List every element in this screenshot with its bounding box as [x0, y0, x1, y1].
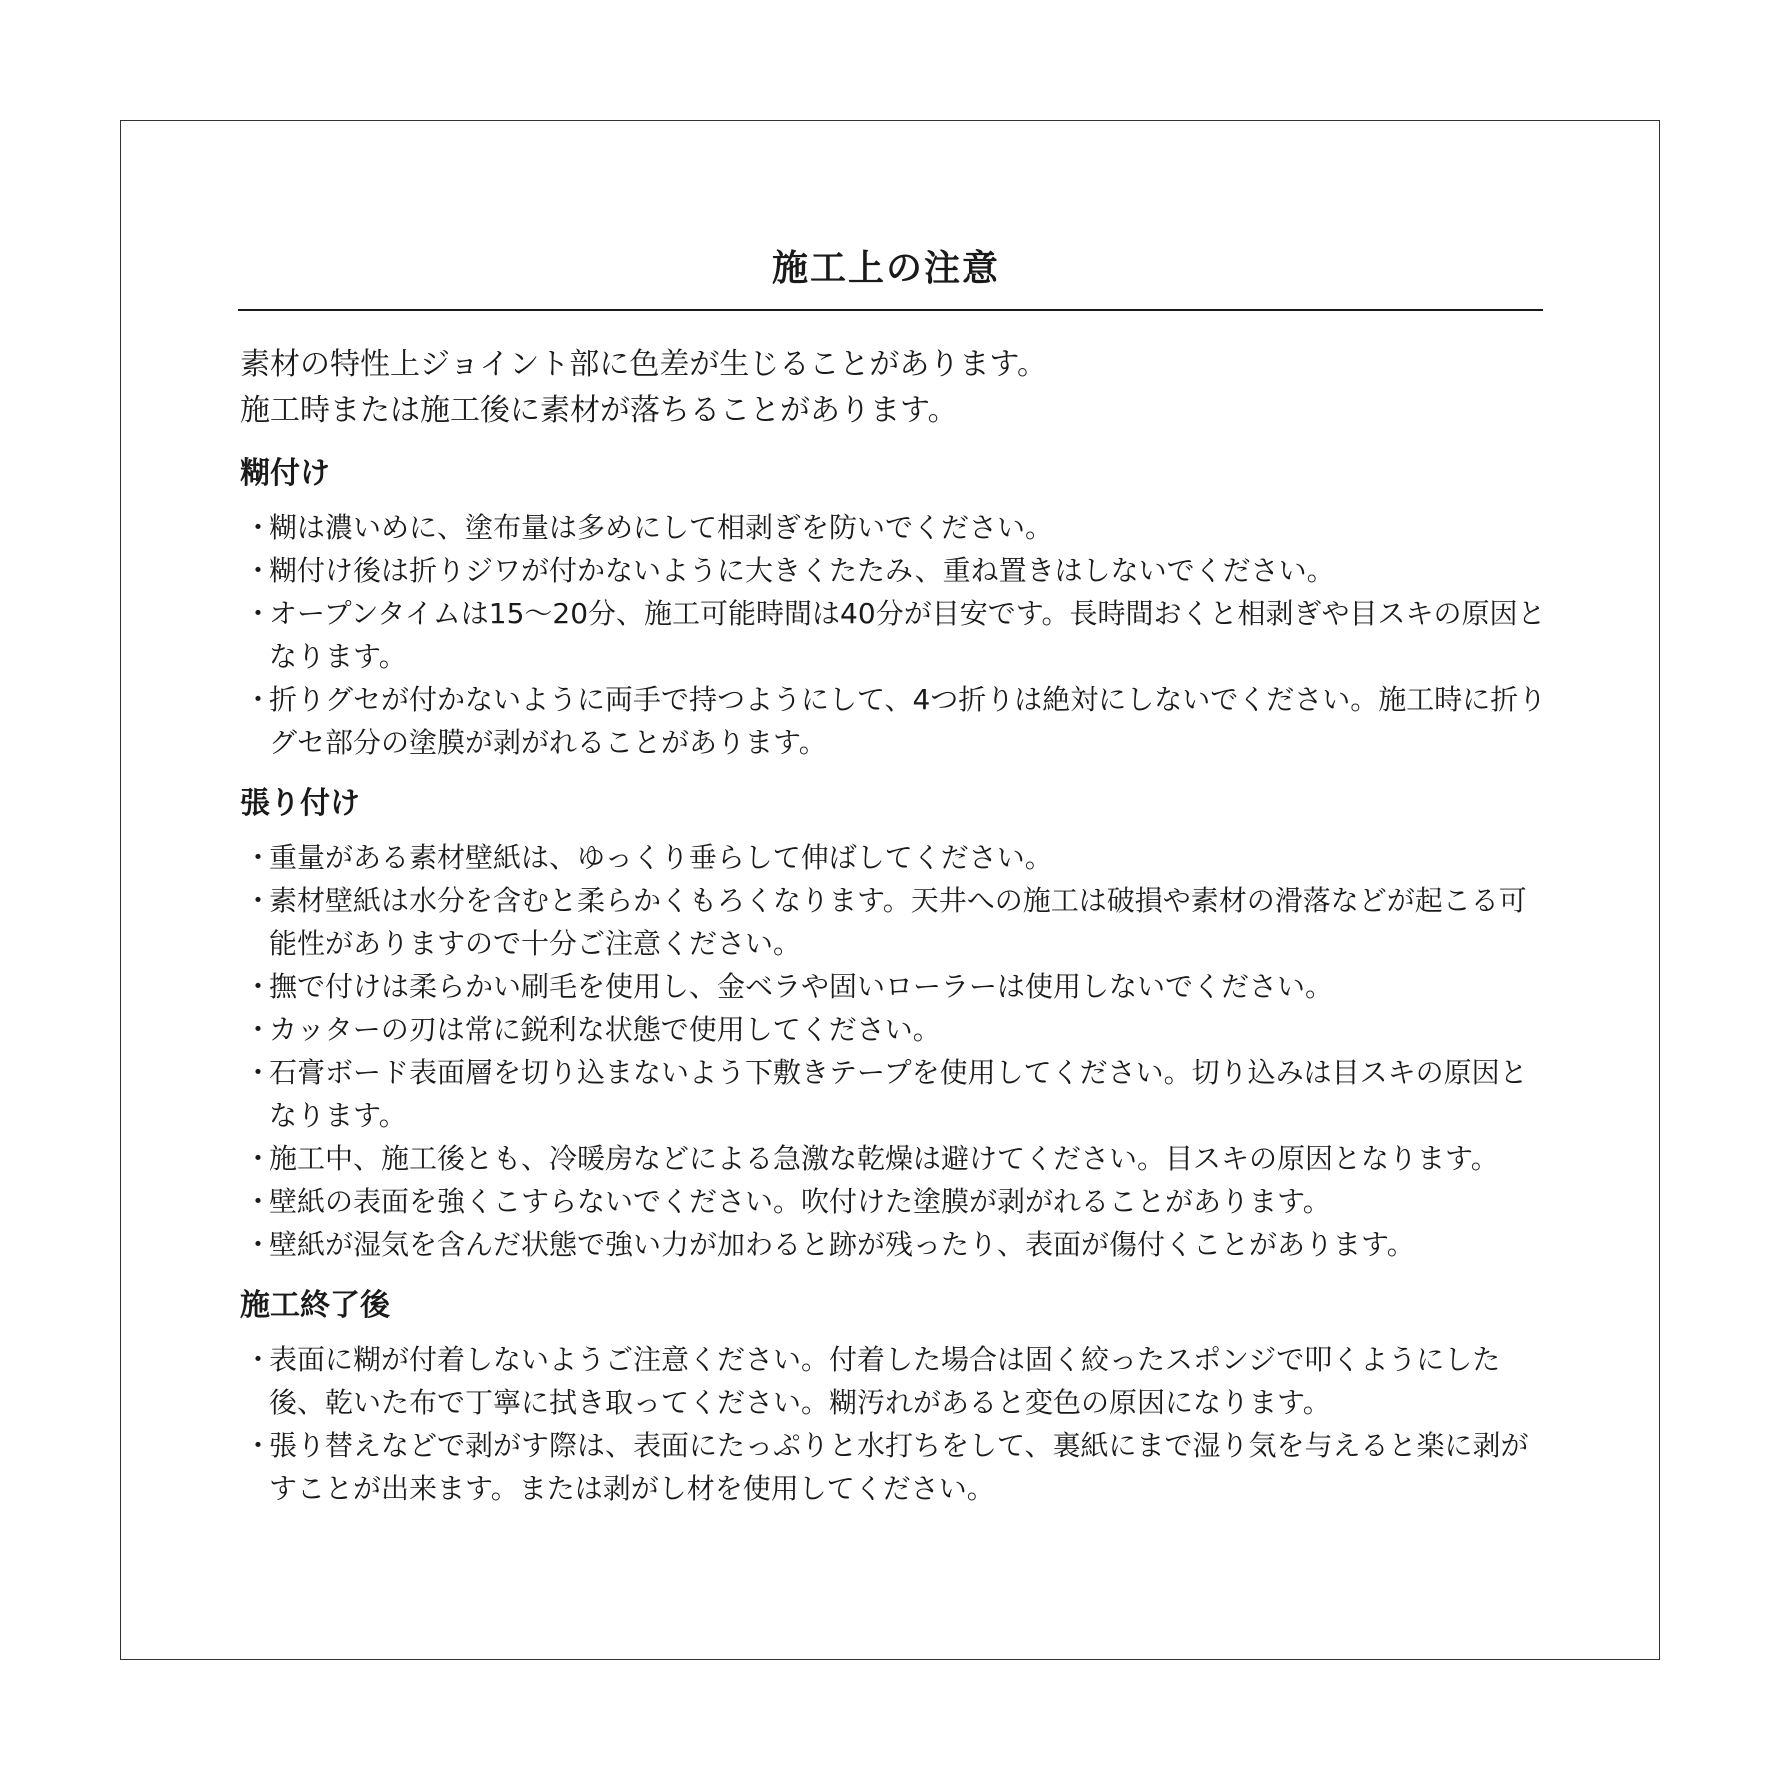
bullet-icon: ・ [244, 1142, 273, 1175]
list-item [240, 1180, 1550, 1223]
list-item-text: 撫で付けは柔らかい刷毛を使用し、金ベラや固いローラーは使用しないでください。 [269, 970, 1334, 1003]
section-hanging [240, 784, 1550, 1266]
list-item-text: 施工中、施工後とも、冷暖房などによる急激な乾燥は避けてください。目スキの原因となります。 [269, 1142, 1499, 1175]
section-heading: 張り付け [240, 786, 360, 821]
list-item-text: 壁紙が湿気を含んだ状態で強い力が加わると跡が残ったり、表面が傷付くことがあります。 [269, 1228, 1415, 1261]
bullet-icon: ・ [244, 884, 273, 917]
list-item [240, 592, 1550, 678]
list-item-text: カッターの刃は常に鋭利な状態で使用してください。 [269, 1013, 941, 1046]
section-pasting [240, 454, 1550, 764]
list-item-text: 重量がある素材壁紙は、ゆっくり垂らして伸ばしてください。 [269, 841, 1053, 874]
bullet-icon: ・ [244, 1228, 273, 1261]
list-item-text: 表面に糊が付着しないようご注意ください。付着した場合は固く絞ったスポンジで叩くようにした後、乾いた布で丁寧に拭き取ってください。糊汚れがあると変色の原因になります。 [269, 1343, 1501, 1419]
bullet-icon: ・ [244, 511, 273, 544]
list-item-text: 折りグセが付かないように両手で持つようにして、4つ折りは絶対にしないでください。施工時に折りグセ部分の塗膜が剥がれることがあります。 [269, 683, 1547, 759]
bullet-icon: ・ [244, 683, 273, 716]
notice-list [240, 836, 1550, 1266]
bullet-icon: ・ [244, 1185, 273, 1218]
bullet-icon: ・ [244, 1429, 273, 1462]
list-item-text: 素材壁紙は水分を含むと柔らかくもろくなります。天井への施工は破損や素材の滑落などが起こる可能性がありますので十分ご注意ください。 [269, 884, 1527, 960]
bullet-icon: ・ [244, 597, 273, 630]
list-item [240, 1137, 1550, 1180]
list-item [240, 1424, 1550, 1510]
intro-text [240, 342, 1550, 434]
list-item-text: 糊付け後は折りジワが付かないように大きくたたみ、重ね置きはしないでください。 [269, 554, 1335, 587]
section-heading: 糊付け [240, 456, 330, 491]
list-item [240, 1223, 1550, 1266]
title-divider [238, 309, 1543, 311]
list-item [240, 1008, 1550, 1051]
list-item [240, 1338, 1550, 1424]
bullet-icon: ・ [244, 970, 273, 1003]
list-item [240, 678, 1550, 764]
intro-line: 施工時または施工後に素材が落ちることがあります。 [240, 393, 958, 428]
list-item-text: 壁紙の表面を強くこすらないでください。吹付けた塗膜が剥がれることがあります。 [269, 1185, 1331, 1218]
list-item [240, 549, 1550, 592]
list-item [240, 879, 1550, 965]
list-item-text: オープンタイムは15～20分、施工可能時間は40分が目安です。長時間おくと相剥ぎや目スキの原因となります。 [269, 597, 1546, 673]
notice-content [240, 342, 1550, 1510]
section-heading: 施工終了後 [240, 1288, 390, 1323]
list-item [240, 836, 1550, 879]
list-item-text: 石膏ボード表面層を切り込まないよう下敷きテープを使用してください。切り込みは目スキの原因となります。 [269, 1056, 1528, 1132]
bullet-icon: ・ [244, 841, 273, 874]
notice-list [240, 506, 1550, 764]
page-title: 施工上の注意 [771, 248, 1000, 289]
section-after-completion [240, 1286, 1550, 1510]
notice-list [240, 1338, 1550, 1510]
bullet-icon: ・ [244, 554, 273, 587]
list-item-text: 糊は濃いめに、塗布量は多めにして相剥ぎを防いでください。 [269, 511, 1054, 544]
bullet-icon: ・ [244, 1056, 273, 1089]
list-item [240, 965, 1550, 1008]
bullet-icon: ・ [244, 1013, 273, 1046]
list-item-text: 張り替えなどで剥がす際は、表面にたっぷりと水打ちをして、裏紙にまで湿り気を与えると楽に剥がすことが出来ます。または剥がし材を使用してください。 [269, 1429, 1529, 1505]
list-item [240, 506, 1550, 549]
intro-line: 素材の特性上ジョイント部に色差が生じることがあります。 [240, 347, 1047, 382]
bullet-icon: ・ [244, 1343, 273, 1376]
list-item [240, 1051, 1550, 1137]
